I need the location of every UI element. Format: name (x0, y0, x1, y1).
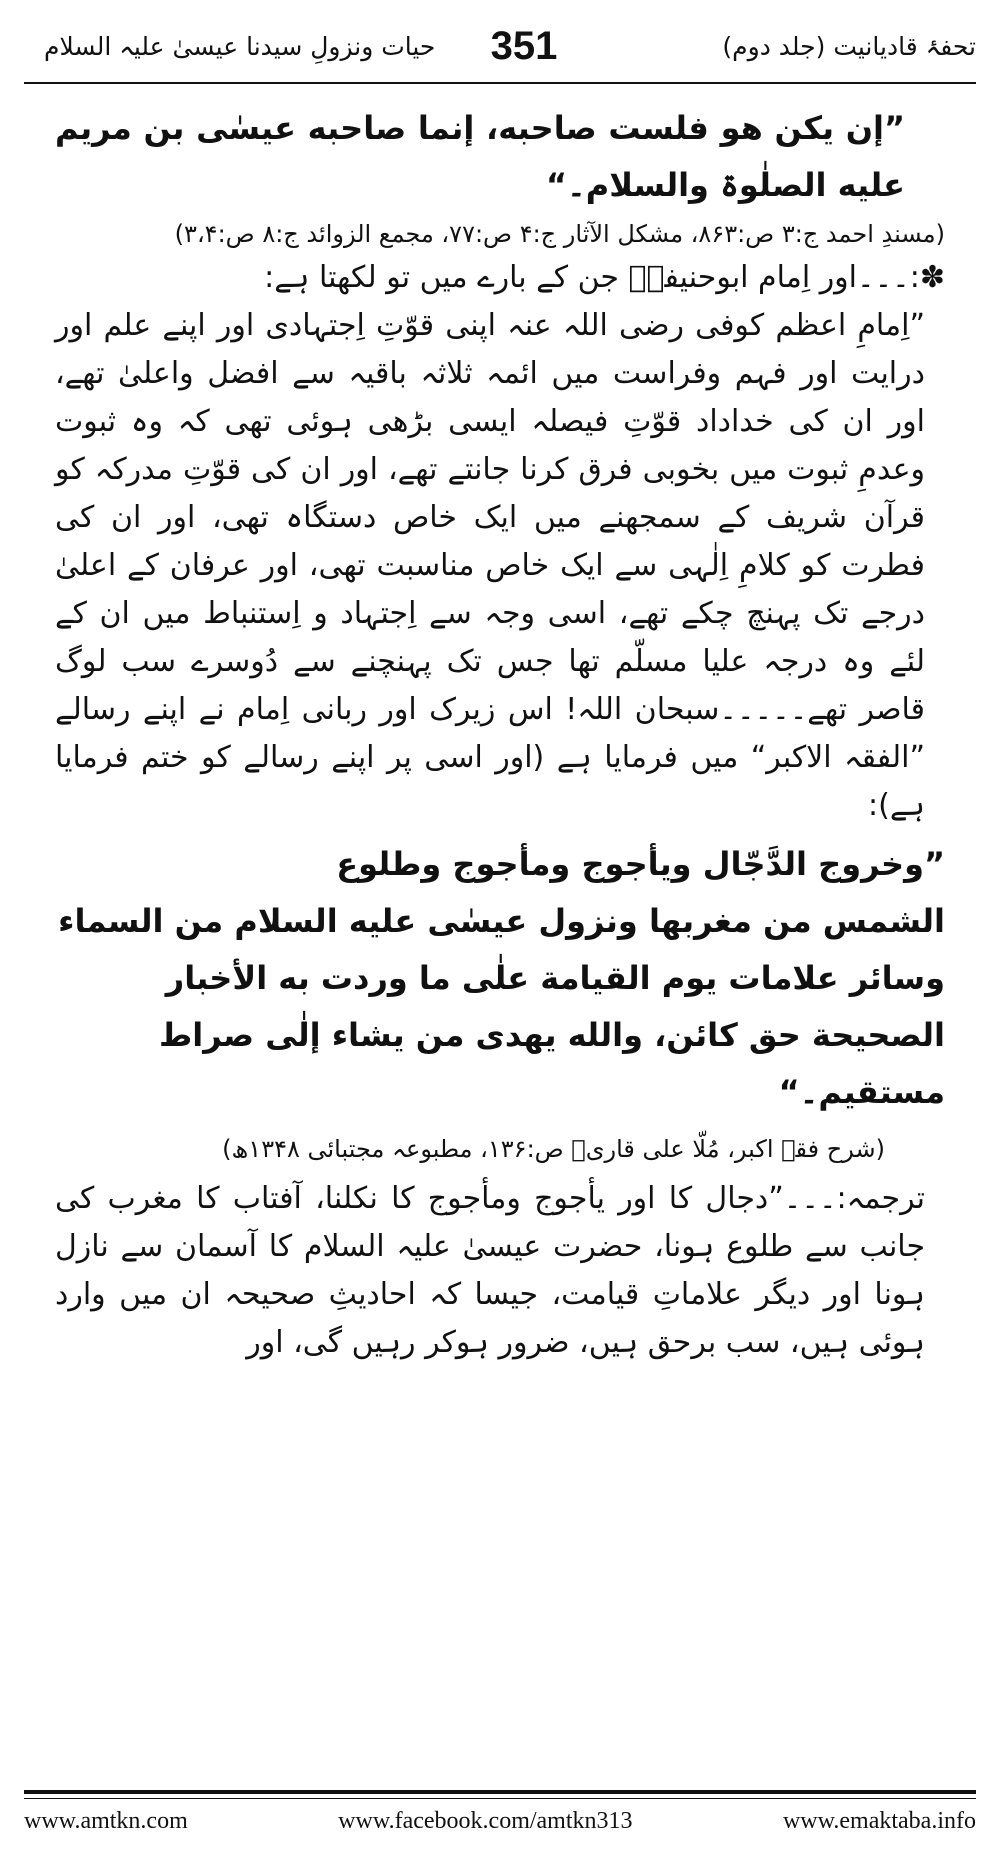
urdu-quote: ”اِمامِ اعظم کوفی رضی اللہ عنہ اپنی قوّتِ اِجتہادی اور اپنے علم اور درایت اور فہم وفراست میں ائمہ ثلاثہ باقیہ سے افضل واعلیٰ تھے، اور ان کی خداداد قوّتِ فیصلہ ایسی بڑھی ہوئی تھی کہ وہ ثبوت وعدمِ ثبوت میں بخوبی فرق کرنا جانتے تھے، اور ان کی قوّتِ مدرکہ کو قرآن شریف کے سمجھنے میں ایک خاص دستگاہ تھی، اور ان کی فطرت کو کلامِ اِلٰہی سے ایک خاص مناسبت تھی، اور عرفان کے اعلیٰ درجے تک پہنچ چکے تھے، اسی وجہ سے اِجتہاد و اِستنباط میں ان کے لئے وہ درجہ علیا مسلّم تھا جس تک پہنچنے سے دُوسرے سب لوگ قاصر تھے۔۔۔۔۔سبحان اللہ! اس زیرک اور ربانی اِمام نے اپنے رسالے ”الفقہ الاکبر“ میں فرمایا ہے (اور اسی پر اپنے رسالے کو ختم فرمایا ہے): (55, 308, 925, 823)
reference-2: (شرح فقہ اکبر، مُلّا علی قاریؒ ص:۱۳۶، مطبوعہ مجتبائی ۱۳۴۸ھ) (222, 1135, 885, 1163)
page-number: 351 (490, 24, 558, 68)
page-footer (24, 1790, 976, 1834)
arabic-quote-1: ”إن یکن ھو فلست صاحبه، إنما صاحبه عیسٰی بن مریم علیه الصلٰوۃ والسلام۔“ (55, 109, 905, 204)
book-title: تحفۂ قادیانیت (جلد دوم) (722, 32, 976, 61)
footer-link-facebook[interactable]: www.facebook.com/amtkn313 (338, 1808, 633, 1834)
arabic-line: ”وخروج الدَّجّال ویأجوج ومأجوج وطلوع (336, 845, 945, 883)
intro-paragraph: ✽:۔۔۔اور اِمام ابوحنیفہؒ جن کے بارے میں تو لکھتا ہے: (264, 260, 945, 295)
translation-paragraph: ترجمہ:۔۔۔”دجال کا اور یأجوج ومأجوج کا نکلنا، آفتاب کا مغرب کی جانب سے طلوع ہونا، حضرت عیسیٰ علیہ السلام کا آسمان سے نازل ہونا اور دیگر علاماتِ قیامت، جیسا کہ احادیثِ صحیحہ ان میں وارد ہوئی ہیں، سب برحق ہیں، ضرور ہوکر رہیں گی، اور (55, 1181, 925, 1360)
footer-link-amtkn[interactable]: www.amtkn.com (24, 1808, 188, 1834)
arabic-line: الشمس من مغربها ونزول عیسٰی علیه السلام من السماء (58, 902, 945, 940)
arabic-quote-2 (55, 836, 945, 1121)
page-header (24, 20, 976, 84)
footer-link-emaktaba[interactable]: www.emaktaba.info (782, 1808, 976, 1834)
arabic-line: وسائر علامات یوم القیامة علٰی ما وردت به الأخبار (165, 959, 945, 997)
section-title: حیات ونزولِ سیدنا عیسیٰ علیہ السلام (44, 32, 436, 61)
page-body (55, 100, 945, 1367)
arabic-line: الصحیحة حق کائن، والله یهدی من یشاء إلٰی صراط (159, 1016, 945, 1054)
arabic-line: مستقیم۔“ (778, 1073, 945, 1111)
reference-1: (مسندِ احمد ج:۳ ص:۸۶۳، مشکل الآثار ج:۴ ص:۷۷، مجمع الزوائد ج:۸ ص:۳،۴) (174, 220, 945, 248)
